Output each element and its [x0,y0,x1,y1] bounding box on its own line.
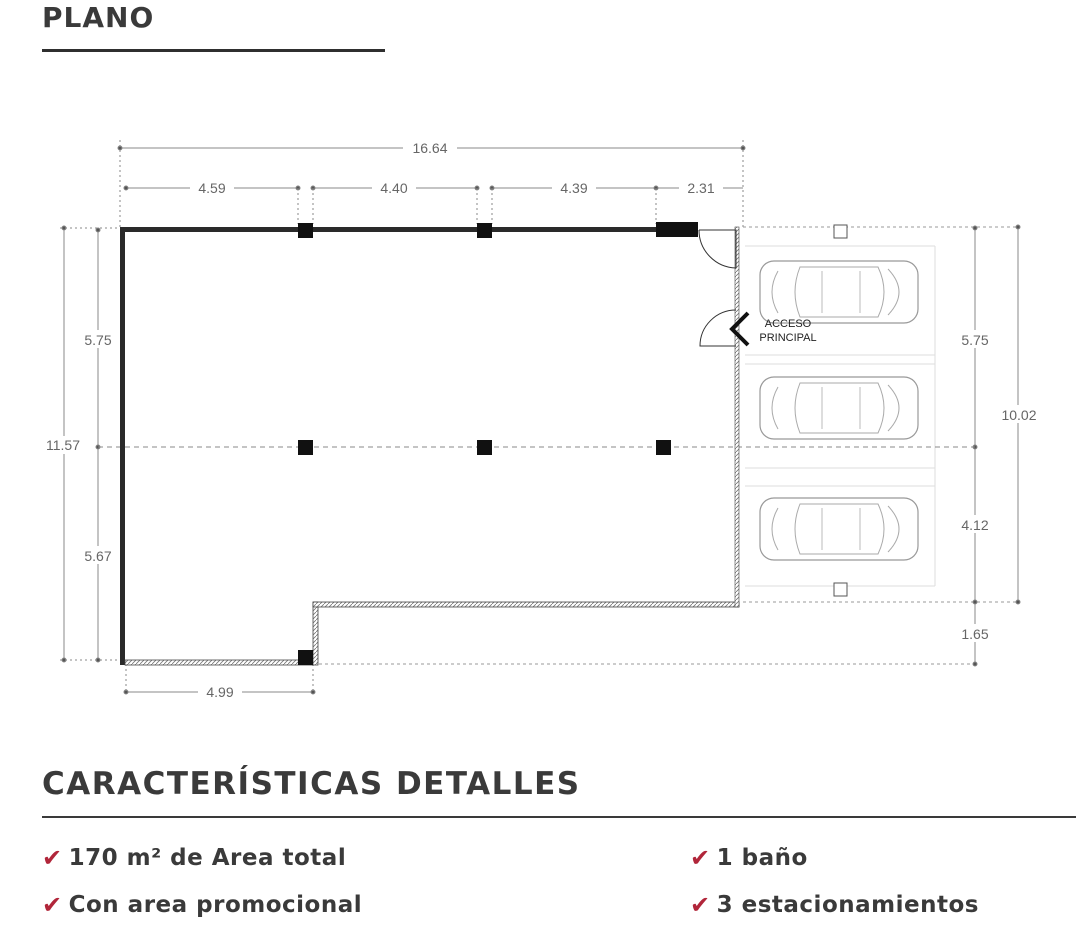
dim-seg3: 4.39 [560,180,588,196]
dim-right-bottom: 1.65 [961,626,989,642]
feature-item [42,891,362,919]
feature-label: 3 estacionamientos [716,892,979,918]
dim-total-height: 11.57 [46,437,80,453]
feature-item [42,844,346,872]
access-label-line2: PRINCIPAL [759,332,817,344]
access-label-line1: ACCESO [764,318,812,330]
feature-label: Con area promocional [68,892,363,918]
feature-label: 170 m² de Area total [68,845,347,871]
plano-title: PLANO [42,1,155,34]
dim-right-total: 10.02 [1001,407,1037,423]
feature-label: 1 baño [716,845,808,871]
columns [298,222,698,665]
dim-seg4: 2.31 [687,180,715,196]
dimension-lines-right [973,225,1020,666]
check-icon: ✔ [42,891,63,919]
check-icon: ✔ [690,891,711,919]
dim-left-bottom: 5.67 [84,548,112,564]
feature-item [690,844,808,872]
dim-seg2: 4.40 [380,180,408,196]
dim-right-mid: 4.12 [961,517,989,533]
dim-left-top: 5.75 [84,332,112,348]
dim-seg1: 4.59 [198,180,226,196]
dim-bottom-width: 4.99 [206,684,234,700]
check-icon: ✔ [42,844,63,872]
car-icon [760,498,918,560]
check-icon: ✔ [690,844,711,872]
access-arrow-icon [732,313,748,345]
dim-right-top: 5.75 [961,332,989,348]
feature-item [690,891,979,919]
walls [120,227,739,665]
features-divider [42,816,1076,818]
car-icon [760,377,918,439]
dim-total-width: 16.64 [412,140,448,156]
features-title: CARACTERÍSTICAS DETALLES [42,766,581,802]
car-icon [760,261,918,323]
